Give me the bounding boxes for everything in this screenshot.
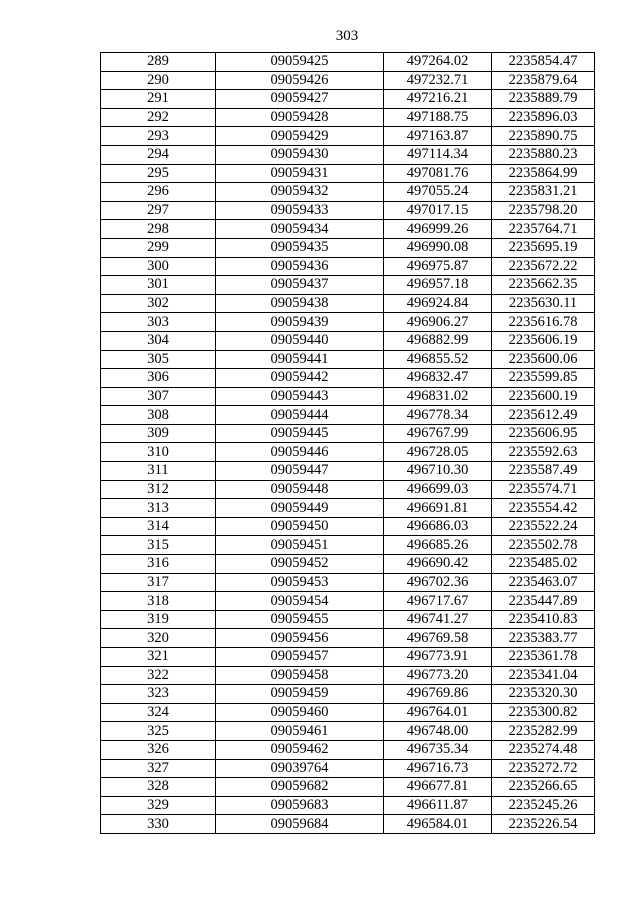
row-number-cell: 330 [101,815,216,834]
table-row [101,201,595,220]
row-number-cell: 309 [101,424,216,443]
table-row [101,350,595,369]
point-id-cell: 09059434 [216,220,384,239]
point-id-cell: 09059436 [216,257,384,276]
y-coordinate-cell: 2235272.72 [492,759,595,778]
y-coordinate-cell: 2235383.77 [492,629,595,648]
table-row [101,71,595,90]
y-coordinate-cell: 2235606.19 [492,331,595,350]
table-row [101,778,595,797]
y-coordinate-cell: 2235463.07 [492,573,595,592]
y-coordinate-cell: 2235226.54 [492,815,595,834]
point-id-cell: 09059460 [216,703,384,722]
table-row [101,331,595,350]
point-id-cell: 09059462 [216,740,384,759]
x-coordinate-cell: 496748.00 [384,722,492,741]
x-coordinate-cell: 496773.20 [384,666,492,685]
point-id-cell: 09059452 [216,555,384,574]
point-id-cell: 09059439 [216,313,384,332]
x-coordinate-cell: 496611.87 [384,796,492,815]
table-row [101,722,595,741]
point-id-cell: 09059682 [216,778,384,797]
table-row [101,462,595,481]
table-row [101,424,595,443]
coordinates-table [100,52,595,834]
table-row [101,220,595,239]
y-coordinate-cell: 2235574.71 [492,480,595,499]
row-number-cell: 328 [101,778,216,797]
row-number-cell: 326 [101,740,216,759]
point-id-cell: 09059425 [216,53,384,72]
table-row [101,573,595,592]
x-coordinate-cell: 496778.34 [384,406,492,425]
row-number-cell: 293 [101,127,216,146]
y-coordinate-cell: 2235320.30 [492,685,595,704]
row-number-cell: 325 [101,722,216,741]
x-coordinate-cell: 497055.24 [384,183,492,202]
x-coordinate-cell: 497232.71 [384,71,492,90]
x-coordinate-cell: 496990.08 [384,238,492,257]
point-id-cell: 09059683 [216,796,384,815]
row-number-cell: 310 [101,443,216,462]
row-number-cell: 316 [101,555,216,574]
table-body [101,53,595,834]
table-row [101,666,595,685]
row-number-cell: 306 [101,369,216,388]
x-coordinate-cell: 496686.03 [384,517,492,536]
y-coordinate-cell: 2235592.63 [492,443,595,462]
point-id-cell: 09059430 [216,145,384,164]
table-row [101,536,595,555]
y-coordinate-cell: 2235600.06 [492,350,595,369]
x-coordinate-cell: 496924.84 [384,294,492,313]
row-number-cell: 303 [101,313,216,332]
table-row [101,443,595,462]
table-row [101,592,595,611]
y-coordinate-cell: 2235447.89 [492,592,595,611]
x-coordinate-cell: 496717.67 [384,592,492,611]
point-id-cell: 09059458 [216,666,384,685]
row-number-cell: 289 [101,53,216,72]
y-coordinate-cell: 2235854.47 [492,53,595,72]
x-coordinate-cell: 496728.05 [384,443,492,462]
x-coordinate-cell: 497216.21 [384,90,492,109]
table-row [101,685,595,704]
table-row [101,796,595,815]
row-number-cell: 312 [101,480,216,499]
y-coordinate-cell: 2235599.85 [492,369,595,388]
point-id-cell: 09059455 [216,610,384,629]
y-coordinate-cell: 2235274.48 [492,740,595,759]
y-coordinate-cell: 2235522.24 [492,517,595,536]
row-number-cell: 315 [101,536,216,555]
y-coordinate-cell: 2235554.42 [492,499,595,518]
row-number-cell: 317 [101,573,216,592]
table-row [101,276,595,295]
point-id-cell: 09059451 [216,536,384,555]
x-coordinate-cell: 496906.27 [384,313,492,332]
table-row [101,127,595,146]
table-row [101,629,595,648]
table-row [101,387,595,406]
point-id-cell: 09059448 [216,480,384,499]
point-id-cell: 09059457 [216,648,384,667]
x-coordinate-cell: 496716.73 [384,759,492,778]
y-coordinate-cell: 2235831.21 [492,183,595,202]
y-coordinate-cell: 2235890.75 [492,127,595,146]
x-coordinate-cell: 496773.91 [384,648,492,667]
y-coordinate-cell: 2235485.02 [492,555,595,574]
table-row [101,406,595,425]
y-coordinate-cell: 2235282.99 [492,722,595,741]
point-id-cell: 09059444 [216,406,384,425]
x-coordinate-cell: 496735.34 [384,740,492,759]
x-coordinate-cell: 496882.99 [384,331,492,350]
x-coordinate-cell: 497163.87 [384,127,492,146]
row-number-cell: 291 [101,90,216,109]
point-id-cell: 09059440 [216,331,384,350]
point-id-cell: 09059432 [216,183,384,202]
y-coordinate-cell: 2235300.82 [492,703,595,722]
x-coordinate-cell: 496999.26 [384,220,492,239]
point-id-cell: 09059459 [216,685,384,704]
y-coordinate-cell: 2235798.20 [492,201,595,220]
table-row [101,257,595,276]
row-number-cell: 308 [101,406,216,425]
point-id-cell: 09059441 [216,350,384,369]
point-id-cell: 09059453 [216,573,384,592]
y-coordinate-cell: 2235616.78 [492,313,595,332]
point-id-cell: 09059454 [216,592,384,611]
y-coordinate-cell: 2235630.11 [492,294,595,313]
table-row [101,53,595,72]
x-coordinate-cell: 496769.58 [384,629,492,648]
point-id-cell: 09059426 [216,71,384,90]
y-coordinate-cell: 2235245.26 [492,796,595,815]
row-number-cell: 299 [101,238,216,257]
x-coordinate-cell: 496769.86 [384,685,492,704]
row-number-cell: 314 [101,517,216,536]
row-number-cell: 320 [101,629,216,648]
table-row [101,108,595,127]
y-coordinate-cell: 2235612.49 [492,406,595,425]
table-row [101,759,595,778]
x-coordinate-cell: 496741.27 [384,610,492,629]
x-coordinate-cell: 496584.01 [384,815,492,834]
table-row [101,313,595,332]
page-number: 303 [335,28,359,44]
x-coordinate-cell: 496702.36 [384,573,492,592]
row-number-cell: 305 [101,350,216,369]
x-coordinate-cell: 496699.03 [384,480,492,499]
x-coordinate-cell: 496831.02 [384,387,492,406]
row-number-cell: 321 [101,648,216,667]
table-row [101,555,595,574]
row-number-cell: 318 [101,592,216,611]
y-coordinate-cell: 2235864.99 [492,164,595,183]
point-id-cell: 09059445 [216,424,384,443]
table-row [101,238,595,257]
table-row [101,499,595,518]
row-number-cell: 298 [101,220,216,239]
table-row [101,369,595,388]
x-coordinate-cell: 497188.75 [384,108,492,127]
y-coordinate-cell: 2235266.65 [492,778,595,797]
point-id-cell: 09059435 [216,238,384,257]
row-number-cell: 300 [101,257,216,276]
row-number-cell: 304 [101,331,216,350]
x-coordinate-cell: 496690.42 [384,555,492,574]
row-number-cell: 297 [101,201,216,220]
table-row [101,610,595,629]
point-id-cell: 09059428 [216,108,384,127]
point-id-cell: 09059443 [216,387,384,406]
y-coordinate-cell: 2235880.23 [492,145,595,164]
point-id-cell: 09059456 [216,629,384,648]
y-coordinate-cell: 2235896.03 [492,108,595,127]
row-number-cell: 311 [101,462,216,481]
table-row [101,648,595,667]
y-coordinate-cell: 2235502.78 [492,536,595,555]
x-coordinate-cell: 496685.26 [384,536,492,555]
y-coordinate-cell: 2235889.79 [492,90,595,109]
row-number-cell: 296 [101,183,216,202]
point-id-cell: 09059437 [216,276,384,295]
x-coordinate-cell: 497017.15 [384,201,492,220]
point-id-cell: 09059684 [216,815,384,834]
table-row [101,183,595,202]
x-coordinate-cell: 497081.76 [384,164,492,183]
x-coordinate-cell: 496855.52 [384,350,492,369]
table-row [101,90,595,109]
table-row [101,164,595,183]
row-number-cell: 313 [101,499,216,518]
x-coordinate-cell: 497114.34 [384,145,492,164]
table-row [101,517,595,536]
y-coordinate-cell: 2235764.71 [492,220,595,239]
table-row [101,145,595,164]
table-row [101,480,595,499]
y-coordinate-cell: 2235606.95 [492,424,595,443]
x-coordinate-cell: 496957.18 [384,276,492,295]
table-row [101,294,595,313]
point-id-cell: 09059431 [216,164,384,183]
x-coordinate-cell: 496764.01 [384,703,492,722]
y-coordinate-cell: 2235695.19 [492,238,595,257]
y-coordinate-cell: 2235587.49 [492,462,595,481]
point-id-cell: 09059461 [216,722,384,741]
y-coordinate-cell: 2235410.83 [492,610,595,629]
table-row [101,815,595,834]
x-coordinate-cell: 496710.30 [384,462,492,481]
y-coordinate-cell: 2235662.35 [492,276,595,295]
row-number-cell: 327 [101,759,216,778]
y-coordinate-cell: 2235672.22 [492,257,595,276]
point-id-cell: 09059442 [216,369,384,388]
x-coordinate-cell: 496767.99 [384,424,492,443]
row-number-cell: 319 [101,610,216,629]
table-row [101,740,595,759]
row-number-cell: 307 [101,387,216,406]
y-coordinate-cell: 2235879.64 [492,71,595,90]
x-coordinate-cell: 496975.87 [384,257,492,276]
row-number-cell: 294 [101,145,216,164]
row-number-cell: 302 [101,294,216,313]
point-id-cell: 09039764 [216,759,384,778]
y-coordinate-cell: 2235341.04 [492,666,595,685]
point-id-cell: 09059433 [216,201,384,220]
row-number-cell: 295 [101,164,216,183]
point-id-cell: 09059427 [216,90,384,109]
x-coordinate-cell: 497264.02 [384,53,492,72]
x-coordinate-cell: 496691.81 [384,499,492,518]
table-row [101,703,595,722]
point-id-cell: 09059446 [216,443,384,462]
point-id-cell: 09059449 [216,499,384,518]
row-number-cell: 324 [101,703,216,722]
point-id-cell: 09059447 [216,462,384,481]
x-coordinate-cell: 496677.81 [384,778,492,797]
row-number-cell: 323 [101,685,216,704]
y-coordinate-cell: 2235600.19 [492,387,595,406]
row-number-cell: 301 [101,276,216,295]
x-coordinate-cell: 496832.47 [384,369,492,388]
point-id-cell: 09059450 [216,517,384,536]
row-number-cell: 322 [101,666,216,685]
row-number-cell: 329 [101,796,216,815]
row-number-cell: 292 [101,108,216,127]
y-coordinate-cell: 2235361.78 [492,648,595,667]
row-number-cell: 290 [101,71,216,90]
point-id-cell: 09059438 [216,294,384,313]
point-id-cell: 09059429 [216,127,384,146]
